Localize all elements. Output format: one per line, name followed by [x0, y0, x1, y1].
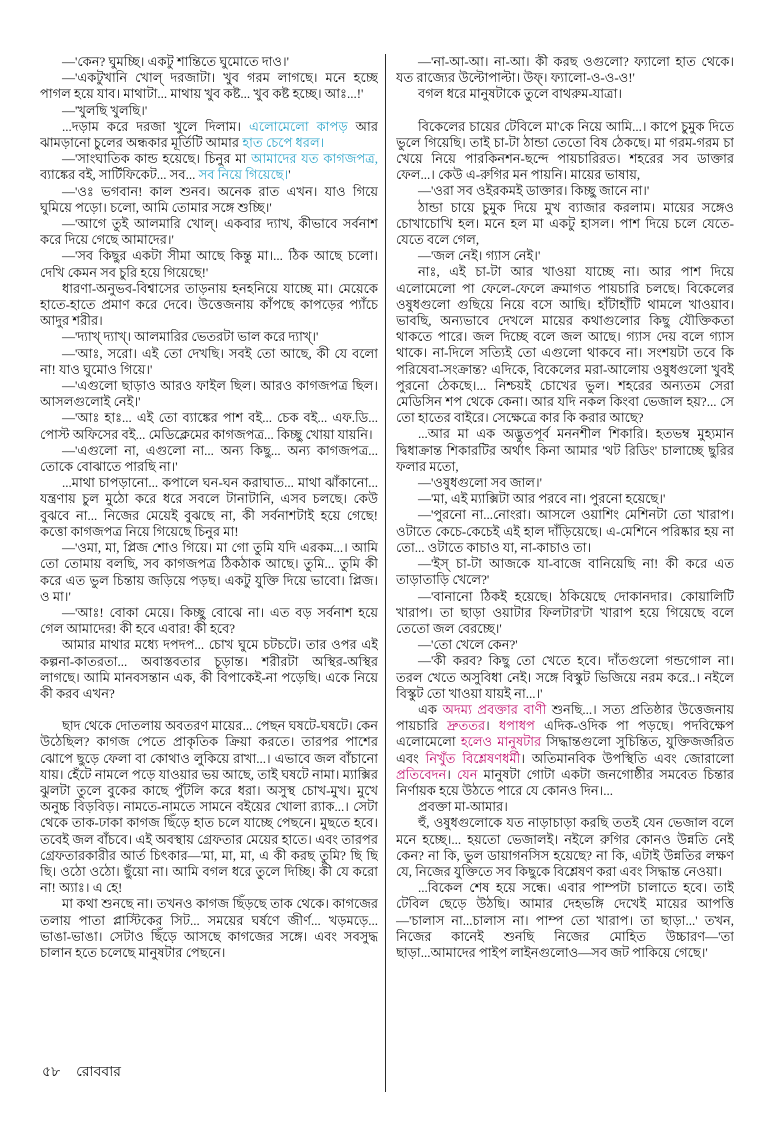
text-run: ...দড়াম করে দরজা খুলে দিলাম। [62, 118, 249, 134]
text-run: —'খুলছি খুলছি।' [62, 102, 148, 118]
highlighted-phrase: সব নিয়ে গিয়েছে। [198, 167, 289, 183]
highlighted-phrase: হাত চেপে ধরল। [242, 135, 325, 151]
text-run: —'আঃ হাঃ... এই তো ব্যাঙ্কের পাশ বই... চেক বই... এফ.ডি... পোস্ট অফিসের বই... মেডিক্লেমের কাগজপত্র... কিচ্ছু খোয়া যায়নি। [40, 410, 378, 442]
text-run: —'দ্যাখ্ দ্যাখ্। আলমারির ভেতরটা ভাল করে দ্যাখ্।' [62, 329, 319, 345]
paragraph [396, 799, 734, 815]
paragraph [396, 264, 734, 426]
text-run: নাঃ, এই চা-টা আর খাওয়া যাচ্ছে না। আর পাশ দিয়ে এলোমেলো পা ফেলে-ফেলে ক্রমাগত পায়চারি চলছে। বিকেলের ওষুধগুলো গুছিয়ে নিয়ে বসে আছি। হাঁটাহাঁটি থামলে খাওয়াব। ভাবছি, অন্যভাবে দেখলে মায়ের কথাগুলোর কিছু যৌক্তিকতা থাকতে পারে। জল দিচ্ছে বলে জল আছে। গ্যাস দেয় বলে গ্যাস থাকে। না-দিলে সত্যিই তো এগুলো থাকবে না। সংশয়টা তবে কি পরিষেবা-সংক্রান্ত? এদিকে, বিকেলের মরা-আলোয় ওষুধগুলো খুবই পুরনো ঠেকছে।... নিশ্চয়ই চোখের ভুল। শহরের অন্যতম সেরা মেডিসিন শপ থেকে কেনা। আর যদি নকল কিংবা ভেজাল হয়?... সে তো হাতের বাইরে। সেক্ষেত্রে কার কি করার আছে? [396, 264, 734, 426]
text-run: । [485, 718, 499, 734]
text-run: ব্যাঙ্কের বই, সার্টিফিকেট... সব... [40, 167, 199, 183]
paragraph [396, 426, 734, 475]
text-run: —'একটুখানি খোল্ দরজাটা। খুব গরম লাগছে। মনে হচ্ছে পাগল হয়ে যাব। মাথাটা... মাথায় খুব কষ্ট... খুব কষ্ট হচ্ছে। আঃ...!' [40, 70, 378, 102]
paragraph [396, 119, 734, 184]
text-run: মানুষটা গোটা একটা জনগোষ্ঠীর সমবেত চিন্তার নির্ণায়ক হয়ে উঠতে পারে যে কোনও দিন।... [396, 766, 734, 798]
highlighted-phrase: প্রতিবেদন [396, 766, 447, 782]
paragraph [40, 119, 378, 151]
text-run: আমার মাথার মধ্যে দপদপ... চোখ ঘুমে চটচটে। তার ওপর এই কল্পনা-কাতরতা... অবাস্তবতার চূড়ান্ত। শরীরটা অস্থির-অস্থির লাগছে। আমি মানবসন্তান এক, কী বিপাকেই-না পড়েছি। একে নিয়ে কী করব এখন? [40, 637, 378, 701]
text-run: —'কী করব? কিছু তো খেতে হবে। দাঁতগুলো গন্ডগোল না। তরল খেতে অসুবিধা নেই। সঙ্গে বিস্কুট ভিজিয়ে নরম করে..। নইলে বিস্কুট তো খাওয়া যায়ই না...।' [396, 653, 734, 701]
text-run: মা কথা শুনছে না। তখনও কাগজ ছিঁড়ছে তাক থেকে। কাগজের তলায় পাতা প্লাস্টিকের সিট... সময়ের ঘর্ষণে জীর্ণ... খড়মড়ে... ভাঙা-ভাঙা। সেটাও ছিঁড়ে আসছে কাগজের সঙ্গে। এবং সবসুদ্ধ চালান হতে চলেছে মানুষটার পেছনে। [40, 896, 378, 960]
text-column-left [40, 54, 378, 1062]
text-run: হুঁ, ওষুধগুলোকে যত নাড়াচাড়া করছি ততই যেন ভেজাল বলে মনে হচ্ছে।... হয়তো ভেজালই। নইলে রুগির কোনও উন্নতি নেই কেন? না কি, ভুল ডায়াগনসিস হয়েছে? না কি, এটাই উন্নতির লক্ষণ যে, নিজের যুক্তিতে সব কিছুকে বিশ্লেষণ করা এবং সিদ্ধান্ত নেওয়া। [396, 815, 734, 879]
paragraph [40, 540, 378, 605]
page-footer [42, 1060, 121, 1084]
paragraph [40, 281, 378, 330]
paragraph [40, 378, 378, 410]
text-run: —'আঃ! বোকা মেয়ে। কিচ্ছু বোঝে না। এত বড় সর্বনাশ হয়ে গেল আমাদের! কী হবে এবার! কী হবে? [40, 604, 378, 637]
text-run: —'ওষুধগুলো সব জাল।' [418, 475, 542, 491]
text-run: —'তো খেলে কেন?' [418, 637, 518, 653]
highlighted-phrase: এলোমেলো কাপড় [249, 118, 348, 134]
text-run: —'সব কিছুর একটা সীমা আছে কিন্তু মা।... ঠিক আছে চলো। দেখি কেমন সব চুরি হয়ে গিয়েছে!' [40, 248, 378, 280]
paragraph [40, 329, 378, 345]
text-run: —'ওঃ ভগবান! কাল শুনব। অনেক রাত এখন। যাও গিয়ে ঘুমিয়ে পড়ো। চলো, আমি তোমার সঙ্গে শুচ্ছি।' [40, 183, 378, 215]
paragraph [396, 183, 734, 199]
text-run: বিকেলের চায়ের টেবিলে মা'কে নিয়ে আমি...। কাপে চুমুক দিতে ভুলে গিয়েছি। তাই চা-টা ঠান্ডা তেতো বিষ ঠেকছে। মা গরম-গরম চা খেয়ে নিয়ে পারকিনশন-ছন্দে পায়চারিরত। শহরের সব ডাক্তার ফেল...। কেউ এ-রুগির মন পায়নি। মায়ের ভাষায়, [396, 118, 734, 183]
text-column-right [396, 54, 734, 1062]
text-run: —'এগুলো না, এগুলো না... অন্য কিছু... অন্য কাগজপত্র... তোকে বোঝাতে পারছি না।' [40, 442, 378, 475]
text-run: —'এগুলো ছাড়াও আরও ফাইল ছিল। আরও কাগজপত্র ছিল। আসলগুলোই নেই।' [40, 378, 378, 410]
page-number: ৫৮ [42, 1065, 61, 1080]
text-run: । [446, 766, 457, 782]
text-run: —'কেন? ঘুমচ্ছি। একটু শান্তিতে ঘুমোতে দাও।' [62, 54, 289, 69]
paragraph [40, 346, 378, 378]
paragraph [396, 507, 734, 556]
paragraph-break [40, 702, 378, 718]
text-run: —'না-আ-আ। না-আ। কী করছ ওগুলো? ফ্যালো হাত থেকে। যত রাজ্যের উল্টোপাল্টা। উফ্। ফ্যালো-ও-ও-ও!' [396, 54, 734, 86]
text-run: বগল ধরে মানুষটাকে তুলে বাথরুম-যাত্রা। [418, 86, 623, 102]
paragraph [40, 637, 378, 702]
paragraph [40, 103, 378, 119]
paragraph [396, 86, 734, 102]
text-run: —'পুরনো না...নোংরা। আসলে ওয়াশিং মেশিনটা তো খারাপ। ওটাতে কেচে-কেচেই এই হাল দাঁড়িয়েছে। এ-মেশিনে পরিষ্কার হয় না তো... ওটাতে কাচাও যা, না-কাচাও তা। [396, 507, 734, 555]
highlighted-phrase: আমাদের যত কাগজপত্র, [251, 151, 378, 167]
paragraph [396, 248, 734, 264]
paragraph [396, 54, 734, 86]
text-run: ' [288, 167, 291, 183]
text-run: —'আঃ, সরো। এই তো দেখছি। সবই তো আছে, কী যে বলো না! যাও ঘুমোও গিয়ে।' [40, 345, 378, 377]
paragraph [396, 589, 734, 638]
text-run: —'আগে তুই আলমারি খোল্। একবার দ্যাখ, কীভাবে সর্বনাশ করে দিয়ে গেছে আমাদের।' [40, 216, 378, 248]
paragraph [40, 151, 378, 183]
paragraph [396, 556, 734, 588]
text-run: ছাদ থেকে দোতলায় অবতরণ মায়ের... পেছন ঘষটে-ঘষটে। কেন উঠেছিল? কাগজ পেতে প্রাকৃতিক ক্রিয়া করতে। তারপর পাশের ঝোপে ছুড়ে ফেলা বা কোথাও লুকিয়ে রাখা...। এভাবে জল বাঁচানো যায়। হেঁটে নামলে পড়ে যাওয়ার ভয় আছে, তাই ঘষটে নামা। ম্যাক্সির ঝুলটা তুলে বুকের কাছে পুঁটলি করে ধরা। অসুস্থ চোখ-মুখ। মুখে অনুচ্চ বিড়বিড়। নামতে-নামতে সামনে বইয়ের খোলা র‍্যাক...। সেটা থেকে তাক-ঢাকা কাগজ ছিঁড়ে হাত চলে যাচ্ছে পেছনে। মুছতে হবে। তবেই জল বাঁচবে। এই অবস্থায় গ্রেফতার মেয়ের হাতে। এবং তারপর গ্রেফতারকারীর আর্ত চিৎকার—'মা, মা, মা, এ কী করছ তুমি? ছি ছি ছি। ওঠো ওঠো। ছুঁয়ো না। আমি বগল ধরে তুলে দিচ্ছি। কী যে করো না! অ্যাঃ। এ হে! [40, 718, 378, 896]
paragraph-break [396, 103, 734, 119]
magazine-title: রোববার [76, 1065, 121, 1080]
highlighted-phrase: অদম্য প্রবক্তার বাণী [442, 701, 547, 717]
text-run: এদিক-ওদিক পা পড়ছে। পদবিক্ষেপ এলোমেলো [396, 718, 734, 750]
text-run: ধারণা-অনুভব-বিশ্বাসের তাড়নায় হনহনিয়ে যাচ্ছে মা। মেয়েকে হাতে-হাতে প্রমাণ করে দেবে। উত্তেজনায় কাঁপছে কাপড়ের প্যাঁচে আদুর শরীর। [40, 280, 378, 329]
text-run: —'ইস্ চা-টা আজকে যা-বাজে বানিয়েছি না! কী করে এত তাড়াতাড়ি খেলে?' [396, 556, 734, 588]
text-run: প্রবক্তা মা-আমার। [418, 799, 508, 815]
paragraph [396, 491, 734, 507]
paragraph [396, 200, 734, 249]
text-run: —'মা, এই ম্যাক্সিটা আর পরবে না। পুরনো হয়েছে।' [418, 491, 666, 507]
text-run: ঠান্ডা চায়ে চুমুক দিয়ে মুখ ব্যাজার করলাম। মায়ের সঙ্গেও চোখাচোখি হল। মনে হল মা একটু হাসল। পাশ দিয়ে চলে যেতে-যেতে বলে গেল, [396, 199, 734, 248]
paragraph [40, 248, 378, 280]
paragraph [396, 815, 734, 880]
paragraph [396, 475, 734, 491]
text-run: এক [418, 701, 443, 717]
paragraph [40, 184, 378, 216]
paragraph [40, 718, 378, 896]
paragraph [40, 216, 378, 248]
highlighted-phrase: ধপাধপ [498, 718, 535, 734]
highlighted-phrase: যেন [456, 766, 478, 782]
text-run: ...আর মা এক অদ্ভুতপূর্ব মননশীল শিকারি। হতভম্ব মুহ্যমান দ্বিধাক্রান্ত শিকারটির অর্থাৎ কিনা আমার 'থট রিডিং' চালাচ্ছে ছুরির ফলার মতো, [396, 426, 734, 474]
text-run: —'বানানো ঠিকই হয়েছে। ঠকিয়েছে দোকানদার। কোয়ালিটি খারাপ। তা ছাড়া ওয়াটার ফিলটার'টা খারাপ হয়ে গিয়েছে বলে তেতো জল বেরচ্ছে।' [396, 588, 734, 636]
text-run: সিদ্ধান্তগুলো সুচিন্তিত, যুক্তিজর্জরিত এবং [396, 734, 734, 766]
paragraph [40, 410, 378, 442]
text-run: । অতিমানবিক উপস্থিতি এবং জোরালো [520, 750, 734, 766]
text-run: ...মাথা চাপড়ানো... কপালে ঘন-ঘন করাঘাত... মাথা ঝাঁকানো... যন্ত্রণায় চুল মুঠো করে ধরে সবলে টানাটানি, এসব চলছে। কেউ বুঝবে না... নিজের মেয়েই বুঝছে না, কী সর্বনাশটাই হয়ে গেছে! কত্তো কাগজপত্র নিয়ে গিয়েছে চিনুর মা! [40, 475, 378, 539]
paragraph [40, 896, 378, 961]
paragraph [40, 475, 378, 540]
paragraph [396, 702, 734, 799]
paragraph [396, 637, 734, 653]
paragraph [40, 54, 378, 70]
paragraph [40, 605, 378, 637]
highlighted-phrase: হলেও মানুষটার [460, 734, 542, 750]
text-run: —'জল নেই। গ্যাস নেই।' [418, 248, 541, 264]
paragraph [396, 880, 734, 961]
highlighted-phrase: দ্রুততর [447, 718, 486, 734]
text-run: শুনছি...। সত্য প্রতিষ্ঠার উত্তেজনায় পায়চারি [396, 701, 734, 734]
paragraph [40, 443, 378, 475]
column-divider [385, 54, 386, 1092]
text-run: —'ওমা, মা, প্লিজ শোও গিয়ে। মা গো তুমি যদি এরকম...। আমি তো তোমায় বলছি, সব কাগজপত্র ঠিকঠাক আছে। তুমি... তুমি কী করে এত ভুল চিন্তায় জড়িয়ে পড়ছ। একটু যুক্তি দিয়ে ভাবো। প্লিজ। ও মা।' [40, 540, 378, 604]
text-run: —'সাংঘাতিক কান্ড হয়েছে। চিনুর মা [62, 151, 252, 167]
text-run: —'ওরা সব ওইরকমই ডাক্তার। কিচ্ছু জানে না।' [418, 183, 650, 199]
highlighted-phrase: নিখুঁত বিশ্লেষণধর্মী [425, 750, 521, 766]
text-run: ...বিকেল শেষ হয়ে সন্ধে। এবার পাম্পটা চালাতে হবে। তাই টেবিল ছেড়ে উঠছি। আমার দেহভঙ্গি দেখেই মায়ের আপত্তি—'চালাস না...চালাস না। পাম্প তো খারাপ। তা ছাড়া...' তখন, নিজের কানেই শুনছি নিজের মোহিত উচ্চারণ—'তা ছাড়া...আমাদের পাইপ লাইনগুলোও—সব জট পাকিয়ে গেছে।' [396, 880, 734, 960]
text-run: আর ঝামড়ানো চুলের অন্ধকার মূর্তিটি আমার [40, 118, 378, 151]
paragraph [40, 70, 378, 102]
paragraph [396, 653, 734, 702]
